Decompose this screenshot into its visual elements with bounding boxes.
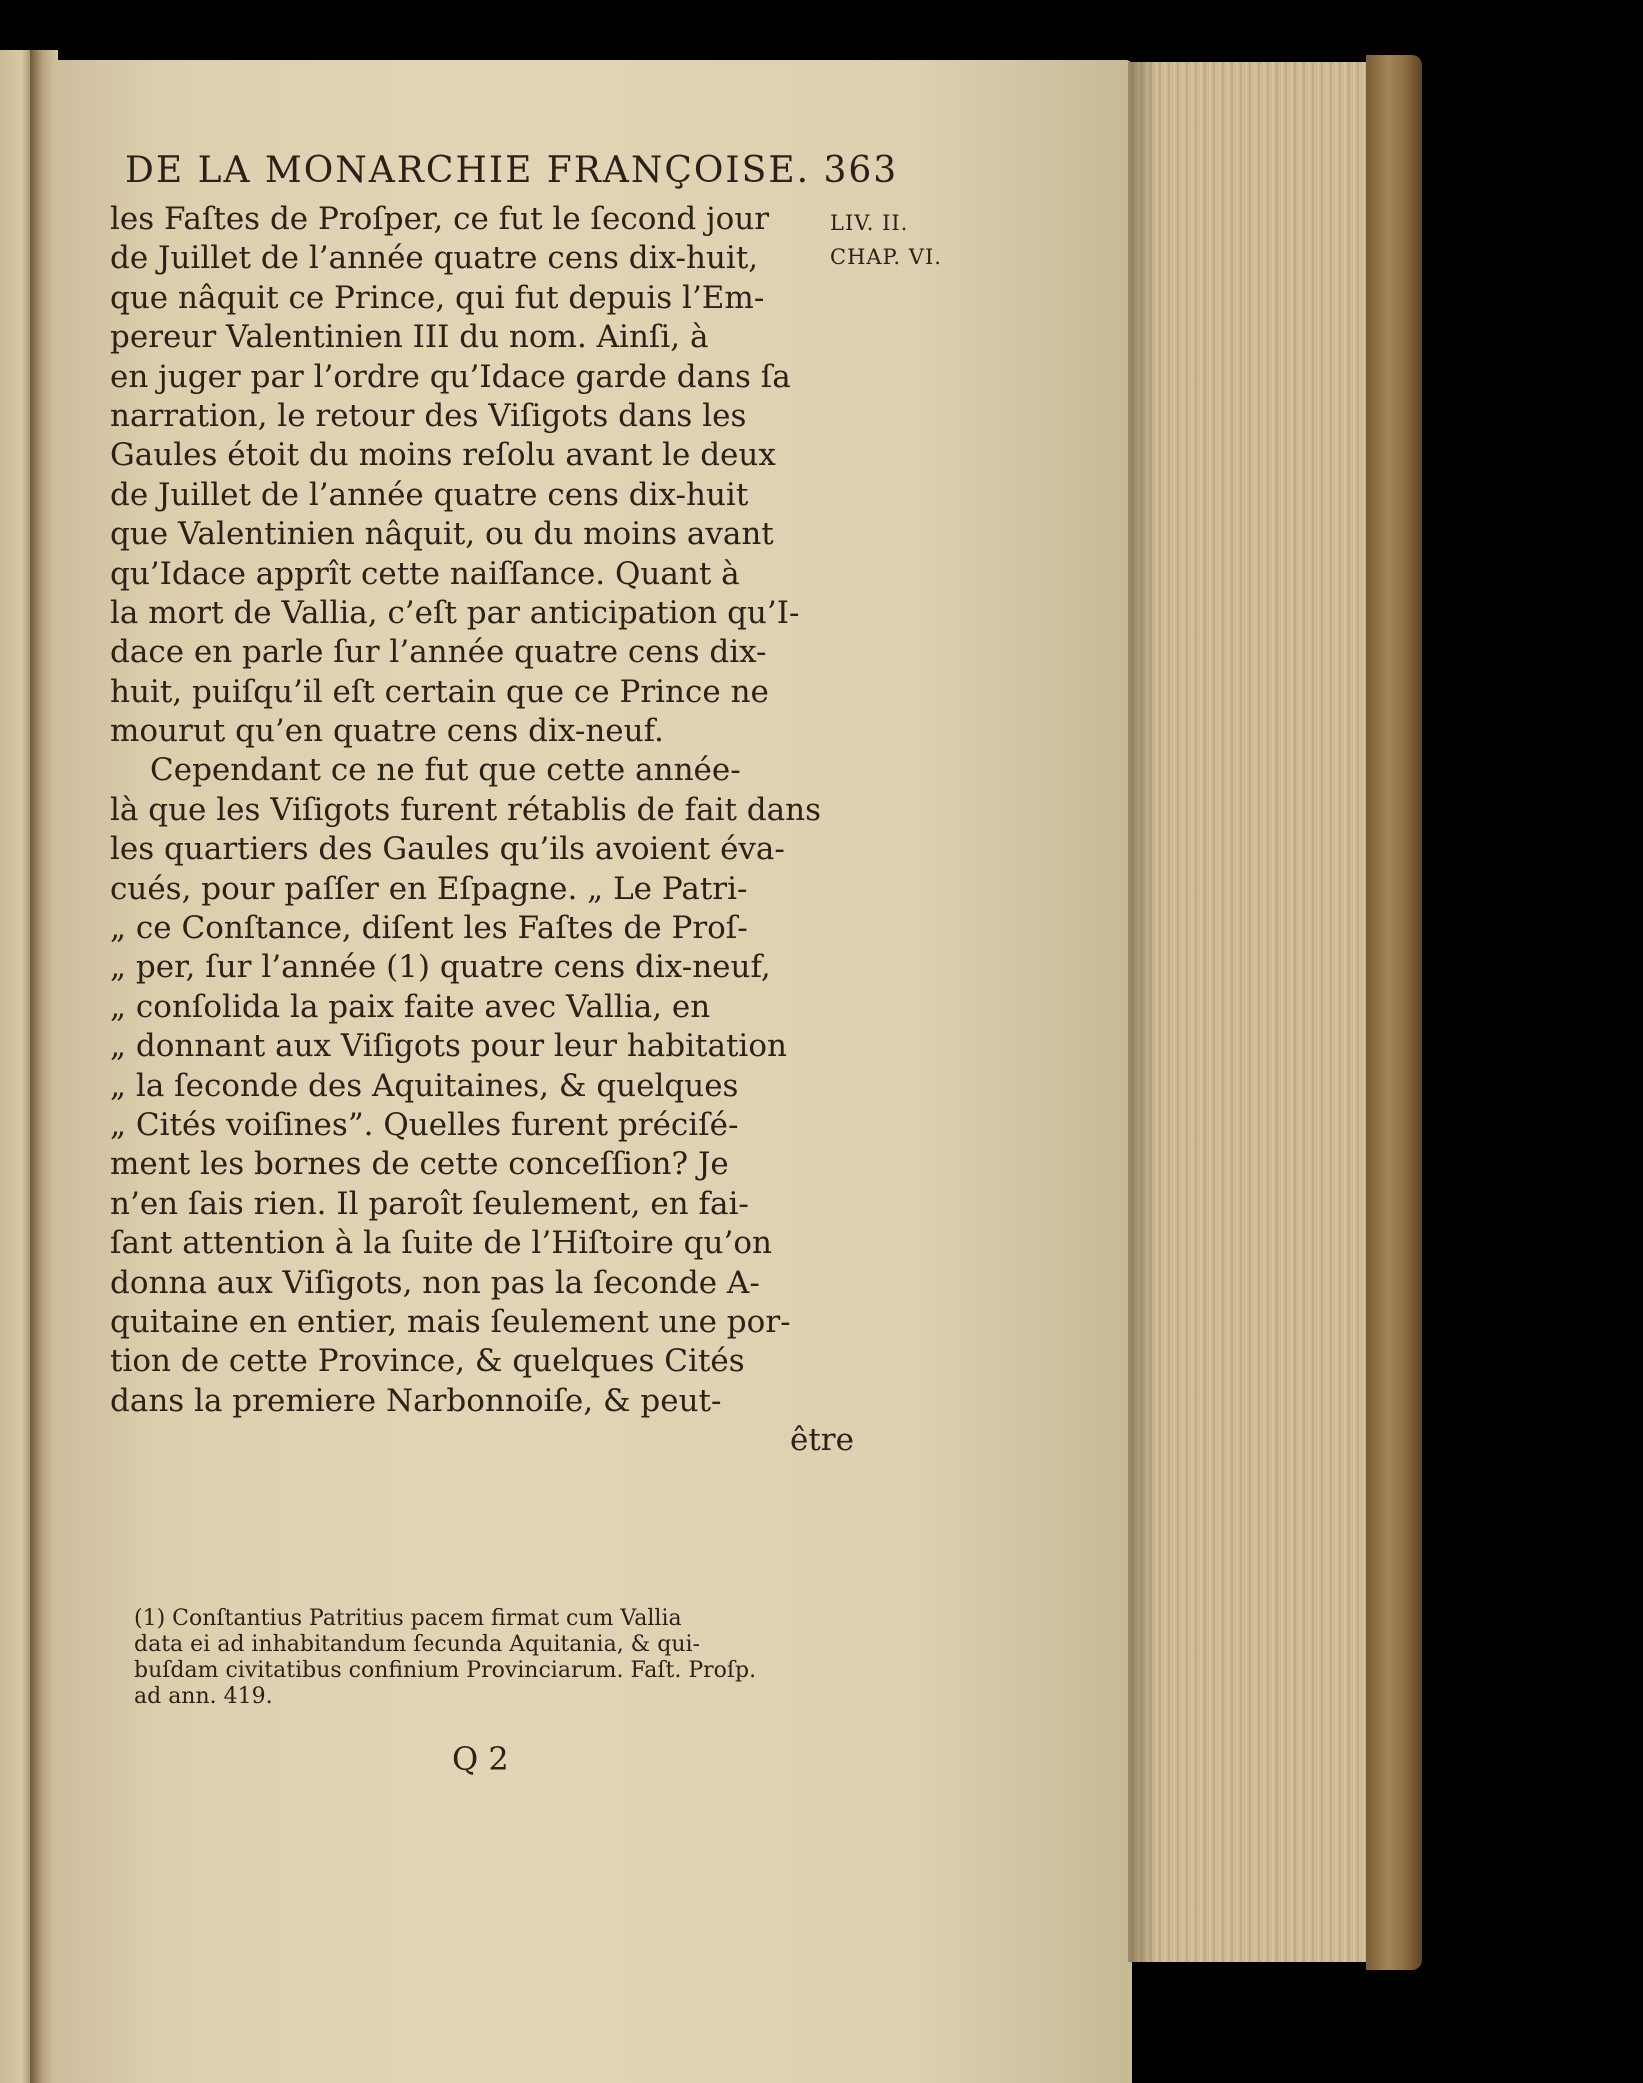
signature-mark: Q 2 — [452, 1740, 509, 1778]
body-line: tion de cette Province, & quelques Cités — [110, 1343, 745, 1380]
margin-note-chapter: CHAP. VI. — [830, 245, 942, 269]
body-line: là que les Viſigots furent rétablis de fait dans — [110, 791, 822, 828]
footnote — [134, 1606, 756, 1710]
running-head: DE LA MONARCHIE FRANÇOISE. 363 — [125, 150, 899, 191]
body-line: en juger par l’ordre qu’Idace garde dans ſa — [110, 358, 791, 395]
body-line: que Valentinien nâquit, ou du moins avant — [110, 516, 774, 553]
body-line: Cependant ce ne fut que cette année- — [150, 752, 741, 789]
body-line: n’en ſais rien. Il paroît ſeulement, en fai- — [110, 1185, 749, 1222]
body-line: dans la premiere Narbonnoiſe, & peut- — [110, 1382, 722, 1419]
margin-note-book: LIV. II. — [830, 211, 909, 235]
body-line: „ ce Conſtance, diſent les Faſtes de Proſ- — [110, 910, 748, 947]
body-line: ſant attention à la ſuite de l’Hiſtoire qu’on — [110, 1225, 772, 1262]
footnote-line: (1) Conſtantius Patritius pacem firmat cum Vallia — [134, 1606, 682, 1631]
body-line: de Juillet de l’année quatre cens dix-huit — [110, 476, 749, 513]
catchword: être — [790, 1422, 854, 1459]
body-line: que nâquit ce Prince, qui fut depuis l’Em- — [110, 279, 765, 316]
body-line: de Juillet de l’année quatre cens dix-huit, — [110, 240, 759, 277]
body-line: „ per, ſur l’année (1) quatre cens dix-neuf, — [110, 949, 771, 986]
fore-edge-shadow — [1128, 62, 1158, 1962]
body-line: dace en parle ſur l’année quatre cens dix- — [110, 634, 767, 671]
body-line: „ la ſeconde des Aquitaines, & quelques — [110, 1067, 739, 1104]
body-line: ment les bornes de cette conceſſion? Je — [110, 1146, 729, 1183]
body-line: cués, pour paſſer en Eſpagne. „ Le Patri- — [110, 870, 748, 907]
footnote-line: buſdam civitatibus confinium Provinciarum. Faſt. Proſp. — [134, 1658, 757, 1683]
body-line: qu’Idace apprît cette naiſſance. Quant à — [110, 555, 740, 592]
book-binding — [1366, 55, 1422, 1970]
body-line: donna aux Viſigots, non pas la ſeconde A- — [110, 1264, 760, 1301]
body-line: „ Cités voiſines”. Quelles furent préciſé- — [110, 1106, 739, 1143]
body-line: Gaules étoit du moins reſolu avant le deux — [110, 437, 776, 474]
footnote-line: ad ann. 419. — [134, 1684, 273, 1709]
body-line: huit, puiſqu’il eſt certain que ce Prince ne — [110, 673, 769, 710]
body-line: mourut qu’en quatre cens dix-neuf. — [110, 713, 664, 750]
body-line: la mort de Vallia, c’eſt par anticipation qu’I- — [110, 594, 800, 631]
body-text — [110, 200, 854, 1461]
body-line: les Faſtes de Proſper, ce fut le ſecond jour — [110, 201, 770, 237]
body-line: narration, le retour des Viſigots dans les — [110, 397, 747, 434]
body-line: „ conſolida la paix faite avec Vallia, en — [110, 988, 711, 1025]
body-line: quitaine en entier, mais ſeulement une por- — [110, 1303, 791, 1340]
footnote-line: data ei ad inhabitandum ſecunda Aquitania, & qui- — [134, 1632, 700, 1657]
body-line: „ donnant aux Viſigots pour leur habitation — [110, 1028, 787, 1065]
body-line: pereur Valentinien III du nom. Ainſi, à — [110, 319, 709, 356]
book-fore-edge — [1128, 62, 1374, 1962]
body-line: les quartiers des Gaules qu’ils avoient éva- — [110, 831, 785, 868]
